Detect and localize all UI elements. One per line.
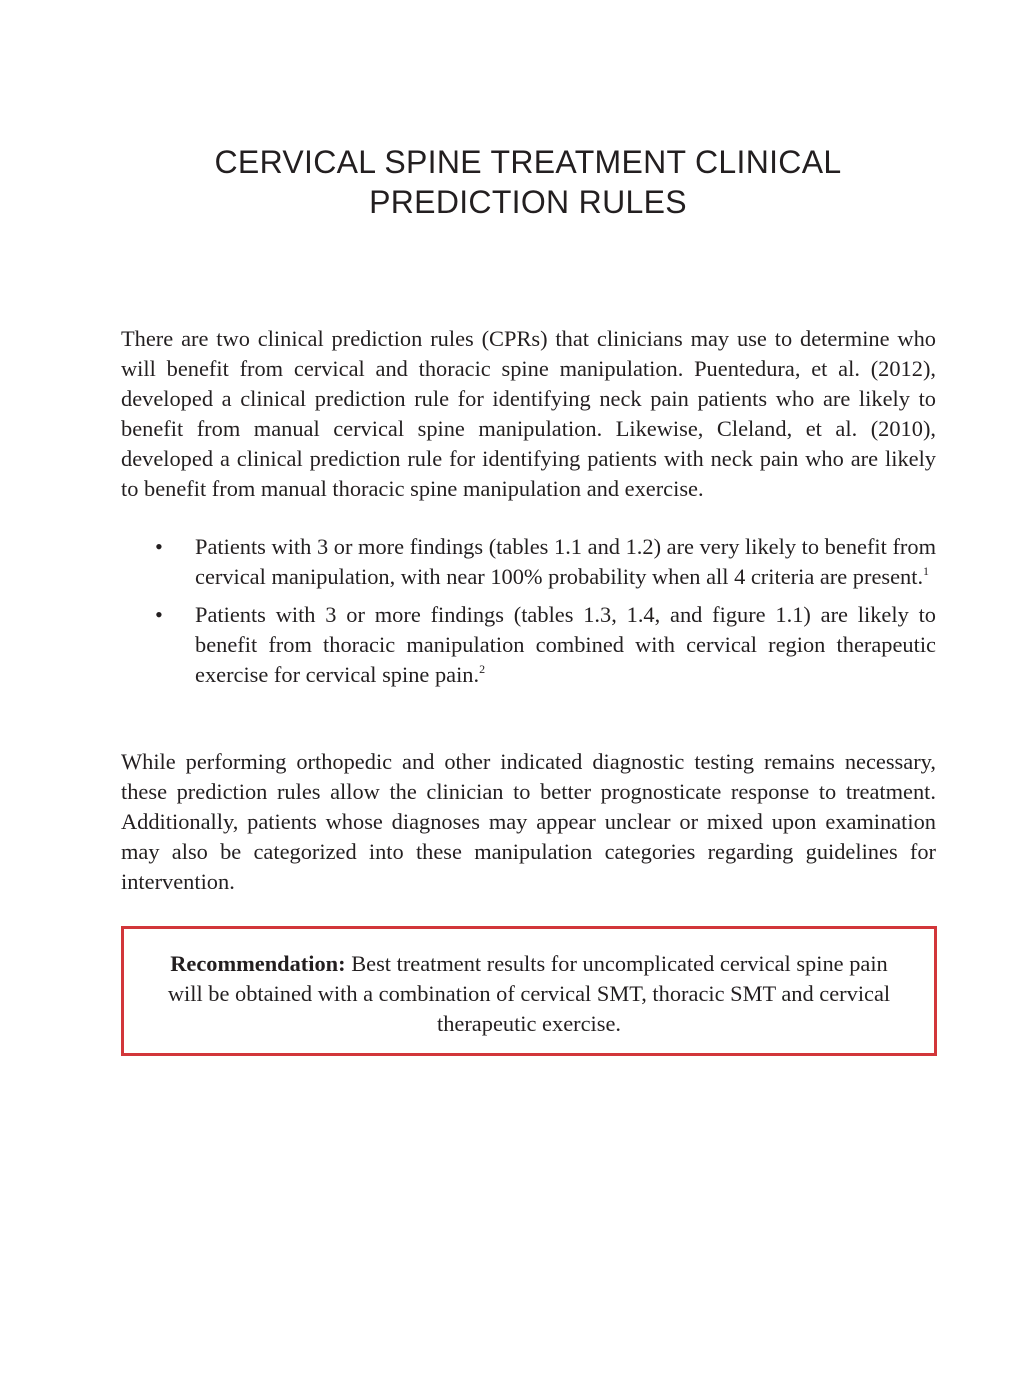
recommendation-body: Best treatment results for uncomplicated cervical spine pain will be obtained with a combination of cervical SMT, thoracic SMT and cervical therapeutic exercise. xyxy=(167,951,891,1036)
second-paragraph: While performing orthopedic and other indicated diagnostic testing remains necessary, these prediction rules allow the clinician to better prognosticate response to treatment. Additionally, patients whose diagnoses may appear unclear or mixed upon examination may also be categorized into these manipulation categories regarding guidelines for intervention. xyxy=(121,749,936,894)
footnote-reference: 1 xyxy=(923,564,930,578)
recommendation-box xyxy=(121,926,937,1056)
page-title xyxy=(120,142,936,222)
bullet-text: Patients with 3 or more findings (tables 1.3, 1.4, and figure 1.1) are likely to benefit from thoracic manipulation combined with cervical region therapeutic exercise for cervical spine pain. xyxy=(195,602,936,687)
bullet-item-thoracic xyxy=(121,600,936,690)
page-title-line-2: PREDICTION RULES xyxy=(369,184,687,220)
findings-bullet-list xyxy=(121,532,936,698)
recommendation-label: Recommendation: xyxy=(170,951,346,976)
bullet-text: Patients with 3 or more findings (tables 1.1 and 1.2) are very likely to benefit from cervical manipulation, with near 100% probability when all 4 criteria are present. xyxy=(195,534,936,589)
intro-paragraph: There are two clinical prediction rules (CPRs) that clinicians may use to determine who will benefit from cervical and thoracic spine manipulation. Puentedura, et al. (2012), developed a clinical prediction rule for identifying neck pain patients who are likely to benefit from manual cervical spine manipulation. Likewise, Cleland, et al. (2010), developed a clinical prediction rule for identifying patients with neck pain who are likely to benefit from manual thoracic spine manipulation and exercise. xyxy=(121,326,936,501)
footnote-reference: 2 xyxy=(479,662,486,676)
recommendation-text xyxy=(154,949,904,1039)
bullet-marker: • xyxy=(155,534,163,559)
page-title-line-1: CERVICAL SPINE TREATMENT CLINICAL xyxy=(214,144,842,180)
bullet-item-cervical xyxy=(121,532,936,592)
bullet-marker: • xyxy=(155,602,163,627)
